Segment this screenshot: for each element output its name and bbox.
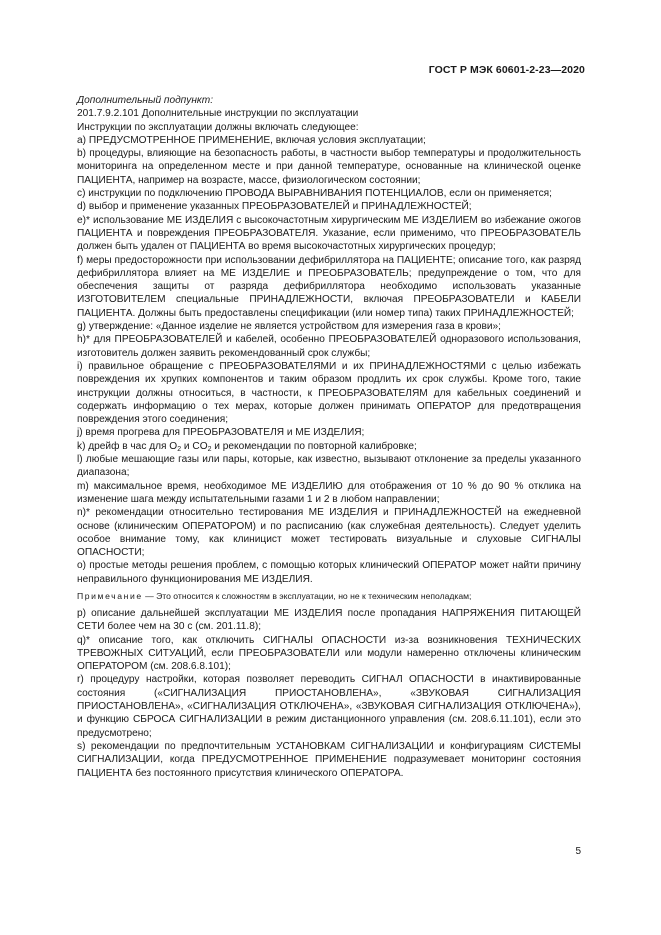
list-item-s: s) рекомендации по предпочтительным УСТАНОВКАМ СИГНАЛИЗАЦИИ и конфигурациям СИСТЕМЫ СИГНАЛИЗАЦИИ, когда ПРЕДУСМОТРЕННОЕ ПРИМЕНЕНИЕ подразумевает мониторинг состояния ПАЦИЕНТА без постоянного присутствия клинического ОПЕРАТОРА. <box>77 740 581 779</box>
list-item-n: n)* рекомендации относительно тестирования МЕ ИЗДЕЛИЯ и ПРИНАДЛЕЖНОСТЕЙ на ежедневной основе (клиническим ОПЕРАТОРОМ) и по расписанию (как служебная деятельность). Следует уделить особое внимание тому, как клиницист может тестировать визуальные и слуховые СИГНАЛЫ ОПАСНОСТИ; <box>77 507 581 559</box>
item-k-mid: и CO <box>181 440 208 452</box>
list-item-j: j) время прогрева для ПРЕОБРАЗОВАТЕЛЯ и МЕ ИЗДЕЛИЯ; <box>77 427 365 439</box>
list-item-b: b) процедуры, влияющие на безопасность работы, в частности выбор температуры и продолжительность мониторинга на определенном месте и при данной температуре, основанные на клинической оценке ПАЦИЕНТА, например на возрасте, массе, физиологическом состоянии; <box>77 148 581 186</box>
list-item-h: h)* для ПРЕОБРАЗОВАТЕЛЕЙ и кабелей, особенно ПРЕОБРАЗОВАТЕЛЕЙ одноразового использования, изготовитель должен заявить рекомендованный срок службы; <box>77 334 581 359</box>
note-label: Примечание <box>77 590 143 601</box>
item-k-suffix: и рекомендации по повторной калибровке; <box>211 440 417 452</box>
item-k-sub-2: 2 <box>207 445 212 453</box>
intro-paragraph: Инструкции по эксплуатации должны включать следующее: <box>77 121 359 133</box>
note-text: — Это относится к сложностям в эксплуатации, но не к техническим неполадкам; <box>142 590 472 601</box>
document-body <box>77 94 581 780</box>
list-item-a: a) ПРЕДУСМОТРЕННОЕ ПРИМЕНЕНИЕ, включая условия эксплуатации; <box>77 134 426 146</box>
item-k-sub-1: 2 <box>177 445 182 453</box>
clause-title: 201.7.9.2.101 Дополнительные инструкции по эксплуатации <box>77 108 359 120</box>
list-item-d: d) выбор и применение указанных ПРЕОБРАЗОВАТЕЛЕЙ и ПРИНАДЛЕЖНОСТЕЙ; <box>77 201 472 213</box>
document-header-code: ГОСТ Р МЭК 60601-2-23—2020 <box>428 64 585 76</box>
list-item-i: i) правильное обращение с ПРЕОБРАЗОВАТЕЛЯМИ и их ПРИНАДЛЕЖНОСТЯМИ с целью избежать повреждения их хрупких компонентов и таким образом продлить их срок службы. Кроме того, такие инструкции должны относиться, в частности, к ПРЕОБРАЗОВАТЕЛЯМ для кабельных соединений и содержать информацию о тех мерах, которые должен принимать ОПЕРАТОР для предотвращения повреждения этого соединения; <box>77 360 581 426</box>
list-item-r: r) процедуру настройки, которая позволяет переводить СИГНАЛ ОПАСНОСТИ в инактивированные состояния («СИГНАЛИЗАЦИЯ ПРИОСТАНОВЛЕНА», «ЗВУКОВАЯ СИГНАЛИЗАЦИЯ ПРИОСТАНОВЛЕНА», «СИГНАЛИЗАЦИЯ ОТКЛЮЧЕНА», «ЗВУКОВАЯ СИГНАЛИЗАЦИЯ ОТКЛЮЧЕНА»), и функцию СБРОСА СИГНАЛИЗАЦИИ в режим дистанционного управления (см. 208.6.11.101), если это предусмотрено; <box>77 674 581 739</box>
list-item-l: l) любые мешающие газы или пары, которые, как известно, вызывают отклонение за пределы указанного диапазона; <box>77 454 581 479</box>
list-item-p: p) описание дальнейшей эксплуатации МЕ ИЗДЕЛИЯ после пропадания НАПРЯЖЕНИЯ ПИТАЮЩЕЙ СЕТИ более чем на 30 с (см. 201.11.8); <box>77 607 581 633</box>
list-item-q: q)* описание того, как отключить СИГНАЛЫ ОПАСНОСТИ из-за возникновения ТЕХНИЧЕСКИХ ТРЕВОЖНЫХ СИТУАЦИЙ, если ПРЕОБРАЗОВАТЕЛИ или модули намеренно отключены клиническим ОПЕРАТОРОМ (см. 208.6.8.101); <box>77 634 581 673</box>
list-item-g: g) утверждение: «Данное изделие не является устройством для измерения газа в крови»; <box>77 321 501 333</box>
list-item-m: m) максимальное время, необходимое МЕ ИЗДЕЛИЮ для отображения от 10 % до 90 % отклика на изменение шага между испытательными газами 1 и 2 в любом направлении; <box>77 480 581 505</box>
item-k-prefix: k) дрейф в час для O <box>77 440 178 452</box>
list-item-f: f) меры предосторожности при использовании дефибриллятора на ПАЦИЕНТЕ; описание того, как разряд дефибриллятора влияет на МЕ ИЗДЕЛИЕ и ПРЕОБРАЗОВАТЕЛЬ; предупреждение о том, что для обеспечения защиты от разряда дефибриллятора необходимо использовать указанные ИЗГОТОВИТЕЛЕМ специальные ПРИНАДЛЕЖНОСТИ, включая ПРЕОБРАЗОВАТЕЛИ и КАБЕЛИ ПАЦИЕНТА. Должны быть предоставлены спецификации (или номер типа) таких ПРИНАДЛЕЖНОСТЕЙ; <box>77 254 581 319</box>
list-item-c: c) инструкции по подключению ПРОВОДА ВЫРАВНИВАНИЯ ПОТЕНЦИАЛОВ, если он применяется; <box>77 188 552 200</box>
subclause-label: Дополнительный подпункт: <box>77 95 214 106</box>
note <box>77 590 581 602</box>
list-item-e: e)* использование МЕ ИЗДЕЛИЯ с высокочастотным хирургическим МЕ ИЗДЕЛИЕМ во избежание ожогов ПАЦИЕНТА и повреждения ПРЕОБРАЗОВАТЕЛЯ. Указание, если применимо, что ПРЕОБРАЗОВАТЕЛЬ должен быть удален от ПАЦИЕНТА во время высокочастотных хирургических процедур; <box>77 214 581 253</box>
list-item-k <box>77 440 581 453</box>
page-number: 5 <box>575 846 581 857</box>
list-item-o: o) простые методы решения проблем, с помощью которых клинический ОПЕРАТОР может найти причину неправильного функционирования МЕ ИЗДЕЛИЯ. <box>77 560 581 585</box>
